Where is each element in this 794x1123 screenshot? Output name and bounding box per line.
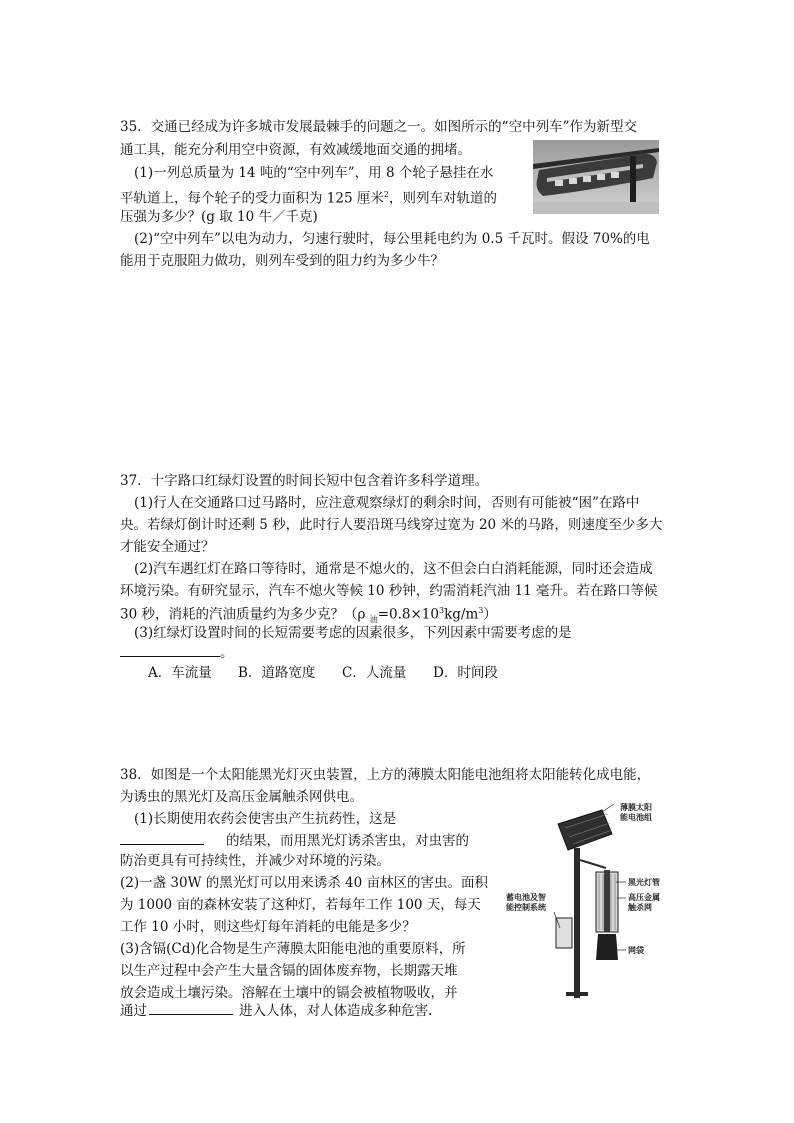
q38-stem-line1: 38．如图是一个太阳能黑光灯灭虫装置，上方的薄膜太阳能电池组将太阳能转化成电能， [120, 767, 651, 783]
q35-part1-line2-text-a: 平轨道上，每个轮子的受力面积为 125 厘米 [120, 190, 384, 207]
q38-part2-line3: 工作 10 小时，则这些灯每年消耗的电能是多少？ [120, 919, 416, 935]
label-battery-2: 能控制系统 [506, 903, 546, 912]
q35-part1-line2-text-b: ，则列车对轨道的 [388, 190, 497, 207]
q35-stem-line1: 35．交通已经成为许多城市发展最棘手的问题之一。如图所示的“空中列车”作为新型交 [120, 119, 637, 135]
unit-superscript: 3 [478, 606, 484, 615]
q38-part3-line4 [120, 1000, 432, 1022]
q38-blank-1[interactable] [120, 830, 204, 845]
air-train-photo [533, 140, 659, 214]
q38-part3-line4-text-b: 进入人体，对人体造成多种危害. [239, 1003, 433, 1019]
lamp-and-net-drawing [596, 870, 618, 960]
q37-part2-line3-text-a: 30 秒，消耗的汽油质量约为多少克？（ρ [120, 606, 370, 623]
q37-option-c: C．人流量 [342, 665, 407, 681]
q38-part3-line3: 放会造成土壤污染。溶解在土壤中的镉会被植物吸收，并 [120, 985, 458, 1001]
q37-option-d: D．时间段 [433, 665, 498, 681]
q38-blank-2[interactable] [149, 1000, 233, 1015]
q37-answer-blank[interactable] [120, 642, 220, 657]
power-superscript: 3 [438, 606, 445, 615]
label-battery-1: 蓄电池及智 [506, 893, 546, 902]
label-solar-panel-2: 能电池组 [620, 813, 652, 822]
q38-part2-line2: 为 1000 亩的森林安装了这种灯，若每年工作 100 天，每天 [120, 897, 481, 913]
q37-part3-end: 。 [220, 645, 234, 661]
lamp-pole [574, 848, 580, 998]
q35-part1-line1: (1)一列总质量为 14 吨的“空中列车”，用 8 个轮子悬挂在水 [134, 165, 494, 181]
oil-density-subscript: 油 [369, 615, 378, 625]
q37-stem: 37．十字路口红绿灯设置的时间长短中包含着许多科学道理。 [120, 473, 489, 489]
q38-part2-line1: (2)一盏 30W 的黑光灯可以用来诱杀 40 亩林区的害虫。面积 [120, 875, 489, 891]
q37-part2-line3-text-d: ） [483, 606, 497, 623]
label-net-bag: 网袋 [628, 946, 644, 955]
q35-part2-line1: (2)“空中列车”以电为动力，匀速行驶时，每公里耗电约为 0.5 千瓦时。假设 70%的电 [134, 231, 650, 247]
q38-part3-line1: (3)含镉(Cd)化合物是生产薄膜太阳能电池的重要原料，所 [120, 941, 466, 957]
q35-unit-superscript: 2 [383, 190, 389, 199]
q37-option-a: A．车流量 [148, 665, 212, 681]
label-net-1: 高压金属 [628, 893, 660, 902]
label-solar-panel-1: 薄膜太阳 [620, 803, 652, 812]
q38-part1-line3: 防治更具有可持续性，并减少对环境的污染。 [120, 853, 390, 869]
label-net-2: 触杀网 [628, 903, 652, 912]
solar-panel-drawing [558, 810, 612, 850]
q37-part2-line1: (2)汽车遇红灯在路口等待时，通常是不熄火的，这不但会白白消耗能源，同时还会造成 [134, 561, 653, 577]
q37-option-b: B．道路宽度 [238, 665, 316, 681]
q35-stem-line2: 通工具，能充分利用空中资源，有效减缓地面交通的拥堵。 [120, 142, 471, 158]
q38-part3-line2: 以生产过程中会产生大量含镉的固体废弃物，长期露天堆 [120, 963, 458, 979]
battery-box [556, 918, 572, 948]
q38-part1-line1: (1)长期使用农药会使害虫产生抗药性，这是 [134, 811, 397, 827]
q37-part2-line3-text-b: =0.8×10 [377, 606, 439, 623]
q37-part3-line2 [120, 642, 234, 664]
q37-part1-line2: 央。若绿灯倒计时还剩 5 秒，此时行人要沿斑马线穿过宽为 20 米的马路，则速度至少多大 [120, 517, 663, 533]
q38-part3-line4-text-a: 通过 [120, 1003, 147, 1019]
q37-part2-line3-text-c: kg/m [444, 606, 479, 623]
solar-lamp-figure [500, 800, 670, 1000]
q37-part1-line1: (1)行人在交通路口过马路时，应注意观察绿灯的剩余时间，否则有可能被“困”在路中 [134, 495, 640, 511]
q38-stem-line2: 为诱虫的黑光灯及高压金属触杀网供电。 [120, 789, 363, 805]
q38-part1-line2 [120, 830, 469, 852]
q37-part2-line2: 环境污染。有研究显示，汽车不熄火等候 10 秒钟，约需消耗汽油 11 毫升。若在路口等候 [120, 583, 658, 599]
q37-part3-line1: (3)红绿灯设置时间的长短需要考虑的因素很多，下列因素中需要考虑的是 [134, 625, 572, 641]
label-lamp-tube: 黑光灯管 [628, 878, 660, 887]
q38-part1-line2-text: 的结果，而用黑光灯诱杀害虫，对虫害的 [226, 833, 469, 849]
q35-part1-line3: 压强为多少？(g 取 10 牛／千克) [120, 209, 318, 225]
q35-part2-line2: 能用于克服阻力做功，则列车受到的阻力约为多少牛？ [120, 253, 444, 269]
q37-part1-line3: 才能安全通过？ [120, 539, 215, 555]
